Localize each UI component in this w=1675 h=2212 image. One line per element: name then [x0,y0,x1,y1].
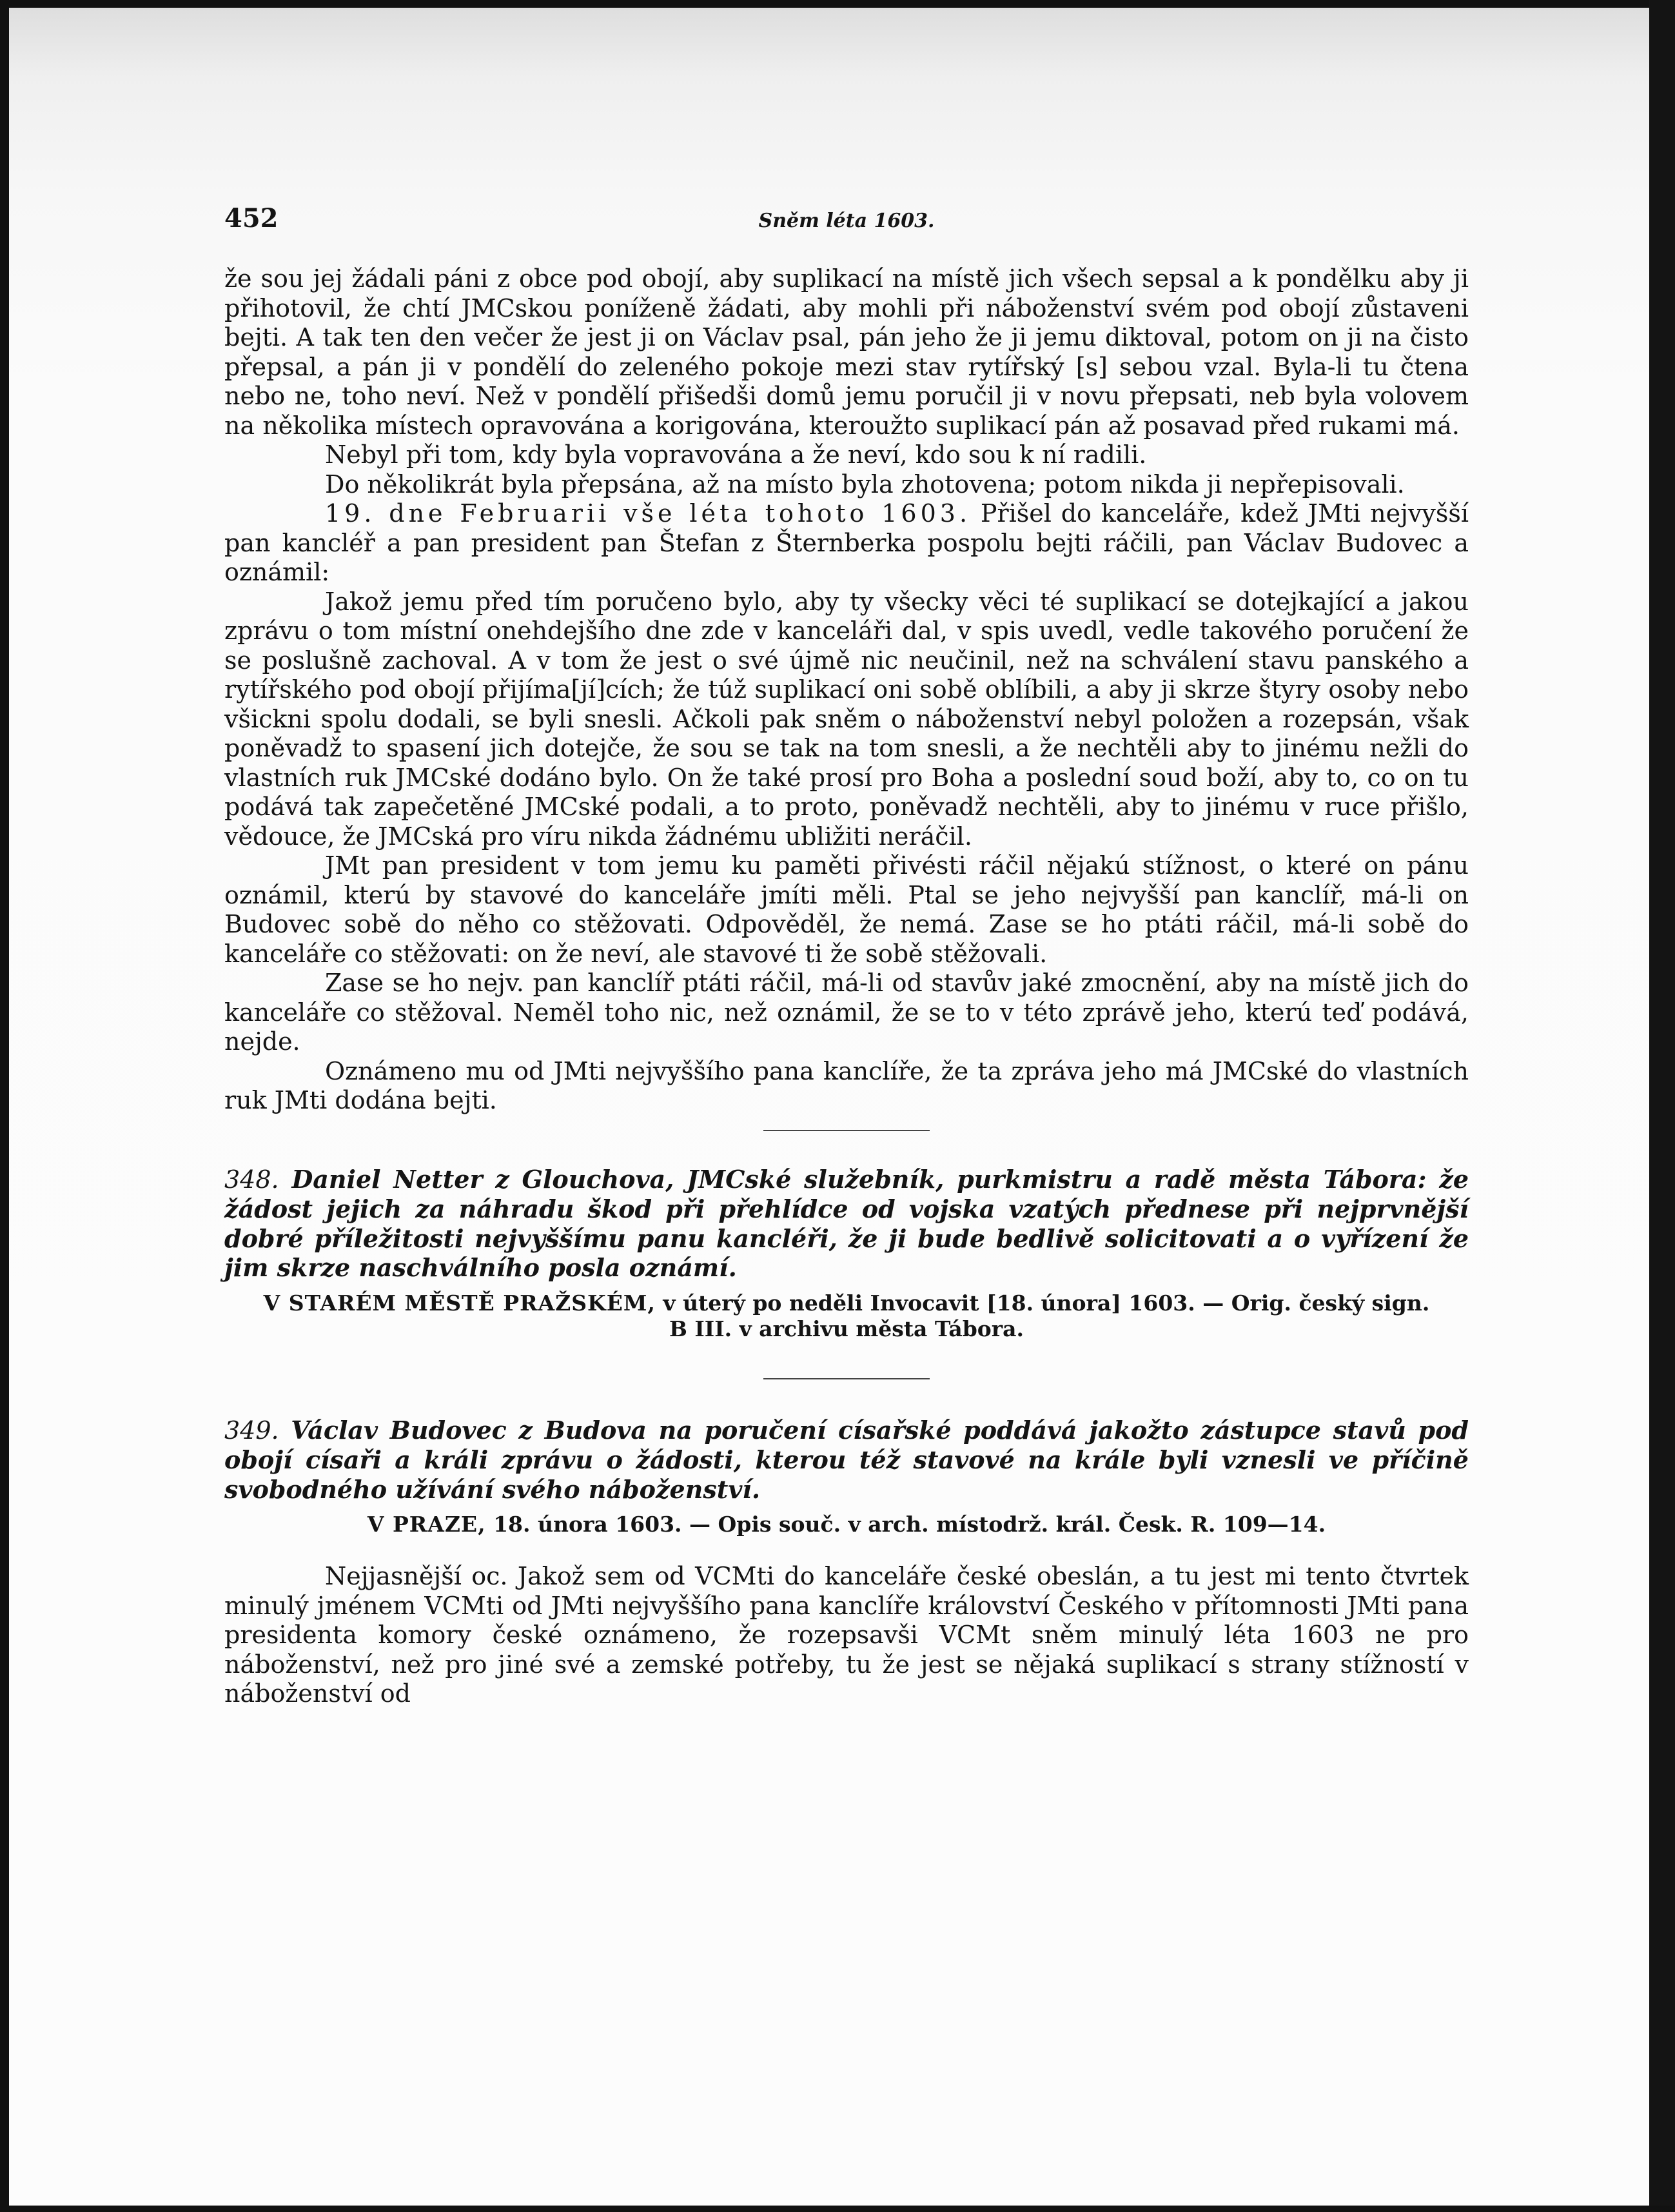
entry-348-summary: Daniel Netter z Glouchova, JMCské služebník, purkmistru a radě města Tábora: že žádost jejich za náhradu škod při přehlídce od vojska vzatých přednese při nejprvnější dobré příležitosti nejvyššímu panu kancléři, že ji bude bedlivě solicitovati a o vyřízení že jim skrze naschválního posla oznámí. [224,1164,1469,1282]
entry-349-letter: Nejjasnější oc. Jakož sem od VCMti do kanceláře české obeslán, a tu jest mi tento čtvrtek minulý jménem VCMti od JMti nejvyššího pana kanclíře království Českého v přítomnosti JMti pana presidenta komory české oznámeno, že rozepsavši VCMt sněm minulý léta 1603 ne pro náboženství, než pro jiné své a zemské potřeby, tu že jest se nějaká suplikací s strany stížností v náboženství od [224,1562,1469,1708]
paragraph-4-text: Přišel do kanceláře, kdež JMti nejvyšší pan kancléř a pan president pan Štefan z Šternberka pospolu bejti ráčili, pan Václav Budovec a oznámil: [224,499,1469,586]
entry-349-source [224,1512,1469,1537]
entry-349-number: 349. [224,1416,279,1445]
scan-border-top [0,0,1675,8]
entry-349-regest [224,1416,1469,1505]
entry-348-place: V STARÉM MĚSTĚ PRAŽSKÉM, [263,1290,656,1316]
scan-border-right [1649,0,1675,2212]
page-header [224,187,1469,264]
entry-349 [224,1416,1469,1709]
date-heading: 19. dne Februarii vše léta tohoto 1603. [325,499,972,528]
section-divider [763,1378,930,1379]
paragraph-6: JMt pan president v tom jemu ku paměti přivésti ráčil nějakú stížnost, o které on pánu oznámil, kterú by stavové do kanceláře jmíti měli. Ptal se jeho nejvyšší pan kanclíř, má-li on Budovec sobě do něho co stěžovati. Odpověděl, že nemá. Zase se ho ptáti ráčil, má-li sobě do kanceláře co stěžovati: on že neví, ale stavové ti že sobě stěžovali. [224,851,1469,968]
paragraph-5: Jakož jemu před tím poručeno bylo, aby ty všecky věci té suplikací se dotejkající a jakou zprávu o tom místní onehdejšího dne zde v kanceláři dal, v spis uvedl, vedle takového poručení že se poslušně zachoval. A v tom že jest o své újmě nic neučinil, než na schválení stavu panského a rytířského pod obojí přijíma[jí]cích; že túž suplikací oni sobě oblíbili, a aby ji skrze štyry osoby nebo všickni spolu dodali, se byli snesli. Ačkoli pak sněm o náboženství nebyl položen a rozepsán, však poněvadž to spasení jich dotejče, že sou se tak na tom snesli, a že nechtěli aby to jinému nežli do vlastních ruk JMCské dodáno bylo. On že také prosí pro Boha a poslední soud boží, aby to, co on tu podává tak zapečetěné JMCské podali, a to proto, poněvadž nechtěli, aby to jinému v ruce přišlo, vědouce, že JMCská pro víru nikda žádnému ubližiti neráčil. [224,587,1469,851]
document-page [224,187,1469,1709]
page-number: 452 [224,203,279,233]
paragraph-2: Nebyl při tom, kdy byla vopravována a že neví, kdo sou k ní radili. [325,440,1147,469]
running-head: Sněm léta 1603. [758,210,935,232]
entry-348-source-text: v úterý po neděli Invocavit [18. února] 1603. — Orig. český sign. B III. v archivu města Tábora. [663,1290,1430,1341]
scan-border-bottom [0,2206,1675,2212]
paragraph-7: Zase se ho nejv. pan kanclíř ptáti ráčil, má-li od stavův jaké zmocnění, aby na místě jich do kanceláře co stěžoval. Neměl toho nic, než oznámil, že se to v této zprávě jeho, kterú teď podává, nejde. [224,969,1469,1056]
entry-349-place: V PRAZE, [367,1512,486,1537]
paragraph-4 [224,499,1469,588]
entry-349-source-text: 18. února 1603. — Opis souč. v arch. místodrž. král. Česk. R. 109—14. [493,1512,1326,1537]
paragraph-1: že sou jej žádali páni z obce pod obojí, aby suplikací na místě jich všech sepsal a k pondělku aby ji přihotovil, že chtí JMCskou poníženě žádati, aby mohli při náboženství svém pod obojí zůstaveni bejti. A tak ten den večer že jest ji on Václav psal, pán jeho že ji jemu diktoval, potom on ji na čisto přepsal, a pán ji v pondělí do zeleného pokoje mezi stav rytířský [s] sebou vzal. Byla-li tu čtena nebo ne, toho neví. Než v pondělí přišedši domů jemu poručil ji v novu přepsati, neb byla volovem na několika místech opravována a korigována, kteroužto suplikací pán až posavad před rukami má. [224,264,1469,440]
paragraph-8: Oznámeno mu od JMti nejvyššího pana kanclíře, že ta zpráva jeho má JMCské do vlastních ruk JMti dodána bejti. [224,1056,1469,1114]
paragraph-3: Do několikrát byla přepsána, až na místo byla zhotovena; potom nikda ji nepřepisovali. [325,469,1405,499]
entry-348-source [224,1290,1469,1342]
entry-349-summary: Václav Budovec z Budova na poručení císařské poddává jakožto zástupce stavů pod obojí císaři a králi zprávu o žádosti, kterou též stavové na krále byli vznesli ve příčině svobodného užívání svého náboženství. [224,1415,1469,1504]
section-divider [763,1130,930,1131]
entry-348 [224,1165,1469,1342]
entry-348-number: 348. [224,1165,279,1194]
entry-348-regest [224,1165,1469,1283]
scan-border-left [0,0,9,2212]
